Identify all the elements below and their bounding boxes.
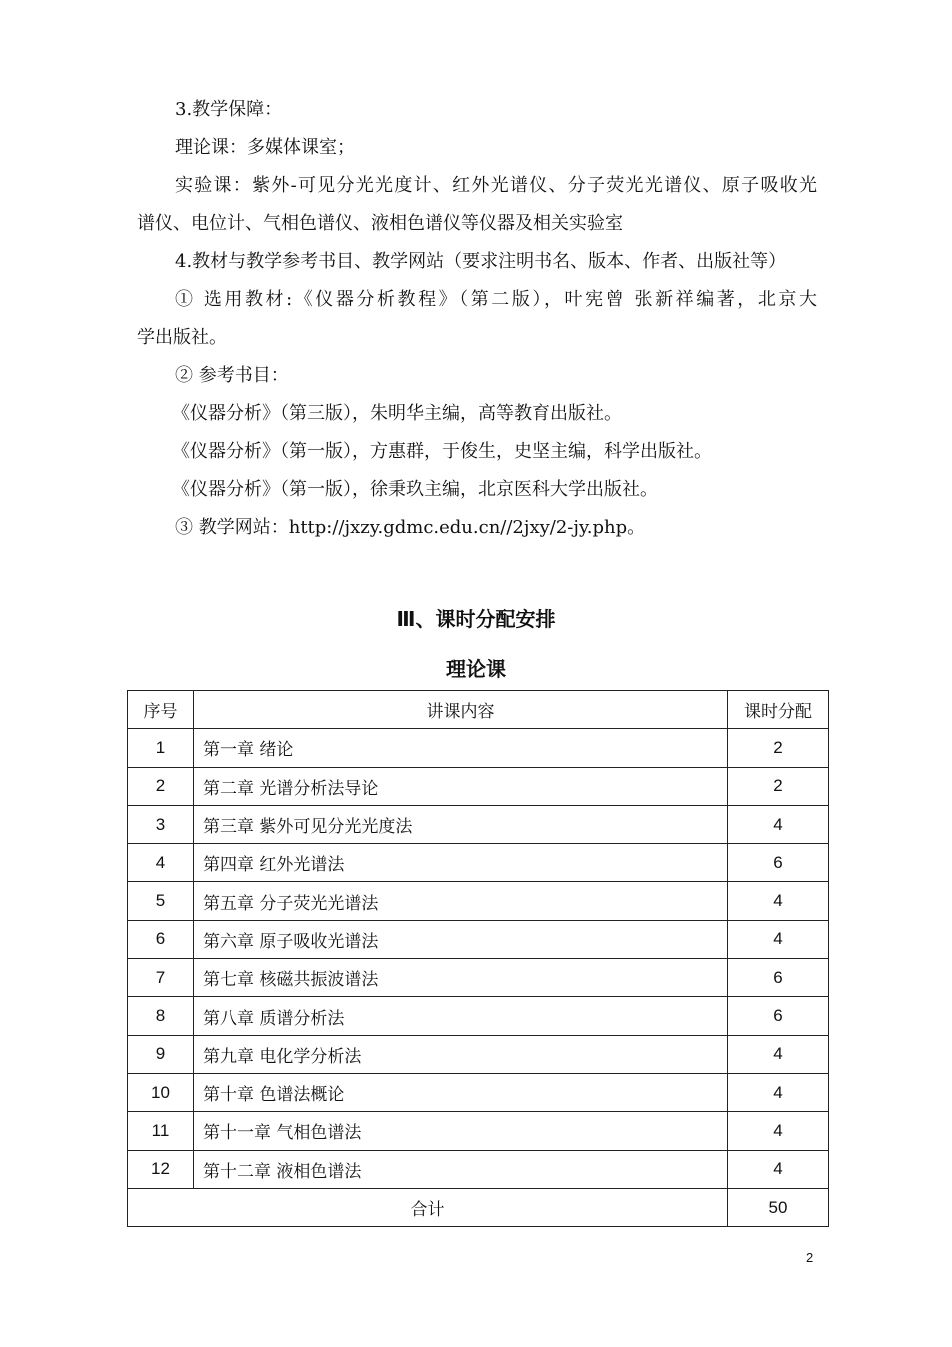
table-row — [128, 767, 829, 805]
table-total-row — [128, 1188, 829, 1226]
table-row — [128, 844, 829, 882]
row-hours: 6 — [728, 844, 829, 882]
row-hours: 4 — [728, 1150, 829, 1188]
theory-classroom-text: 理论课：多媒体课室； — [175, 137, 355, 158]
row-hours: 6 — [728, 959, 829, 997]
page-number: 2 — [806, 1250, 814, 1265]
row-no: 6 — [128, 920, 194, 958]
textbook-line-2: 学出版社。 — [137, 327, 227, 348]
table-row — [128, 997, 829, 1035]
row-no: 8 — [128, 997, 194, 1035]
row-content: 第四章 红外光谱法 — [194, 844, 728, 882]
row-no: 11 — [128, 1112, 194, 1150]
header-hours: 课时分配 — [728, 691, 829, 729]
hours-allocation-table — [127, 690, 829, 1227]
reference-book-3: 《仪器分析》（第一版），徐秉玖主编，北京医科大学出版社。 — [172, 479, 658, 500]
row-no: 10 — [128, 1073, 194, 1111]
row-hours: 4 — [728, 1035, 829, 1073]
table-row — [128, 1035, 829, 1073]
row-no: 7 — [128, 959, 194, 997]
lab-equipment-line-2: 谱仪、电位计、气相色谱仪、液相色谱仪等仪器及相关实验室 — [137, 213, 623, 234]
row-no: 12 — [128, 1150, 194, 1188]
row-no: 2 — [128, 767, 194, 805]
header-content: 讲课内容 — [194, 691, 728, 729]
row-content: 第五章 分子荧光光谱法 — [194, 882, 728, 920]
table-row — [128, 1073, 829, 1111]
row-content: 第九章 电化学分析法 — [194, 1035, 728, 1073]
row-hours: 6 — [728, 997, 829, 1035]
teaching-guarantee-heading: 3.教学保障： — [175, 99, 283, 120]
row-content: 第七章 核磁共振波谱法 — [194, 959, 728, 997]
row-no: 1 — [128, 729, 194, 767]
table-row — [128, 959, 829, 997]
table-row — [128, 1150, 829, 1188]
table-row — [128, 1112, 829, 1150]
header-no: 序号 — [128, 691, 194, 729]
teaching-website-text: ③ 教学网站：http://jxzy.gdmc.edu.cn//2jxy/2-jy.php。 — [175, 517, 646, 538]
textbook-heading: 4.教材与教学参考书目、教学网站（要求注明书名、版本、作者、出版社等） — [175, 251, 787, 272]
row-no: 9 — [128, 1035, 194, 1073]
row-content: 第六章 原子吸收光谱法 — [194, 920, 728, 958]
reference-books-heading: ② 参考书目： — [175, 365, 289, 386]
table-row — [128, 729, 829, 767]
section-title: Ⅲ、课时分配安排 — [396, 607, 556, 631]
row-content: 第十二章 液相色谱法 — [194, 1150, 728, 1188]
lab-equipment-line-1: 实验课：紫外-可见分光光度计、红外光谱仪、分子荧光光谱仪、原子吸收光 — [175, 175, 817, 196]
reference-book-1: 《仪器分析》（第三版），朱明华主编，高等教育出版社。 — [172, 403, 622, 424]
total-hours: 50 — [728, 1188, 829, 1226]
row-hours: 2 — [728, 729, 829, 767]
row-no: 5 — [128, 882, 194, 920]
row-content: 第一章 绪论 — [194, 729, 728, 767]
table-title: 理论课 — [446, 657, 506, 681]
table-row — [128, 920, 829, 958]
total-label: 合计 — [128, 1188, 728, 1226]
row-content: 第十一章 气相色谱法 — [194, 1112, 728, 1150]
row-hours: 4 — [728, 882, 829, 920]
row-content: 第二章 光谱分析法导论 — [194, 767, 728, 805]
table-row — [128, 882, 829, 920]
row-content: 第八章 质谱分析法 — [194, 997, 728, 1035]
row-hours: 2 — [728, 767, 829, 805]
row-hours: 4 — [728, 1073, 829, 1111]
reference-book-2: 《仪器分析》（第一版），方惠群，于俊生，史坚主编，科学出版社。 — [172, 441, 712, 462]
row-hours: 4 — [728, 920, 829, 958]
table-row — [128, 805, 829, 843]
row-no: 3 — [128, 805, 194, 843]
row-no: 4 — [128, 844, 194, 882]
row-content: 第十章 色谱法概论 — [194, 1073, 728, 1111]
table-header-row — [128, 691, 829, 729]
row-hours: 4 — [728, 805, 829, 843]
row-content: 第三章 紫外可见分光光度法 — [194, 805, 728, 843]
textbook-line-1: ① 选用教材:《仪器分析教程》（第二版），叶宪曾 张新祥编著，北京大 — [175, 289, 817, 310]
row-hours: 4 — [728, 1112, 829, 1150]
